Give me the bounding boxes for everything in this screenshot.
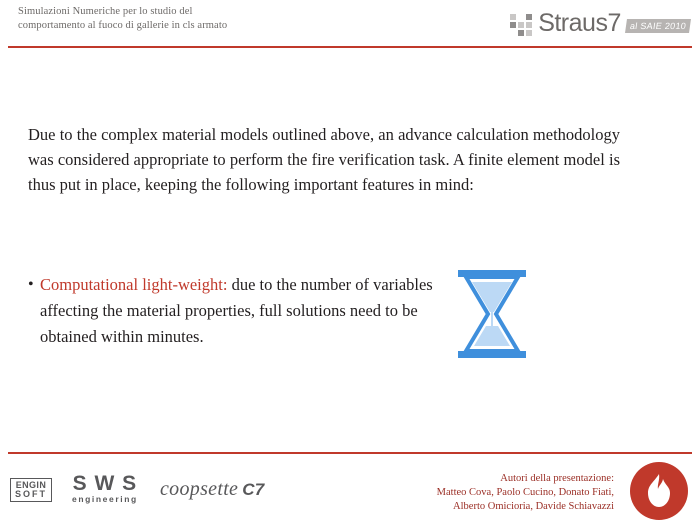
header-title-line1: Simulazioni Numeriche per lo studio del [18,6,193,17]
sws-logo-marks: S W S [72,472,138,495]
credits-line1: Matteo Cova, Paolo Cucino, Donato Fiati, [436,487,614,498]
bullet-marker: • [28,276,34,293]
flame-icon [630,462,688,520]
slide-footer [0,456,700,525]
bullet-item [28,272,438,350]
coopsette-logo [160,478,265,501]
sws-engineering-logo [72,473,138,504]
slide-header [0,0,700,48]
coopsette-logo-mark: C7 [242,480,265,499]
enginsoft-logo [10,478,52,502]
enginsoft-logo-line2: SOFT [15,489,47,499]
brand-name: Straus7 [538,9,621,37]
credits-line2: Alberto Omicioria, Davide Schiavazzi [453,501,614,512]
sws-logo-subtitle: engineering [72,494,138,504]
coopsette-logo-text: coopsette [160,478,239,500]
hourglass-icon [452,268,532,360]
credits-label: Autori della presentazione: [500,473,614,484]
straus7-brand-logo [510,6,690,40]
enginsoft-logo-line1: ENGIN [15,480,47,490]
presentation-credits [284,472,614,514]
brand-badge: al SAIE 2010 [625,19,691,33]
footer-divider [8,452,692,454]
bullet-highlight: Computational light-weight: [40,275,228,294]
intro-paragraph: Due to the complex material models outlined above, an advance calculation methodology was considered appropriate to perform the fire verification task. A finite element model is thus put in place, keeping the following important features in mind: [28,125,620,194]
brand-squares-icon [510,14,532,36]
header-divider [8,46,692,48]
bullet-body: due to the number of variables affecting the material properties, full solutions need to be obtained within minutes. [40,275,433,346]
bullet-text [28,272,438,350]
header-title [18,5,348,33]
header-title-line2: comportamento al fuoco di gallerie in cls armato [18,20,228,31]
